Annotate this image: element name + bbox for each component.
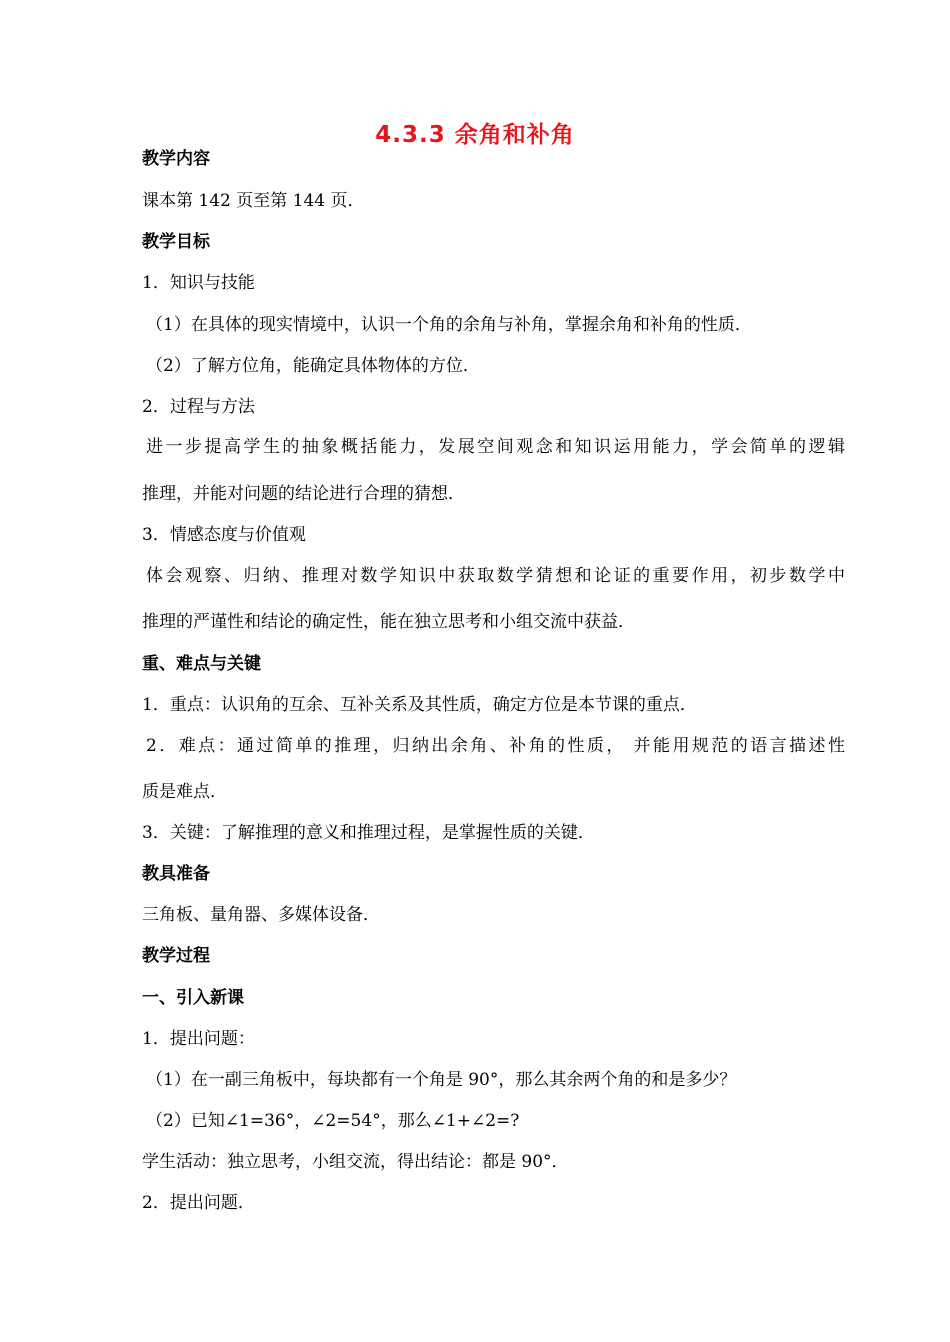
paragraph: 3．关键：了解推理的意义和推理过程，是掌握性质的关键． — [142, 823, 595, 843]
paragraph: 2．提出问题． — [142, 1193, 255, 1213]
paragraph: 2．过程与方法 — [142, 397, 255, 417]
section-heading-objectives: 教学目标 — [142, 232, 210, 252]
paragraph: （1）在一副三角板中，每块都有一个角是 90°，那么其余两个角的和是多少？ — [146, 1070, 737, 1090]
section-heading-intro: 一、引入新课 — [142, 988, 244, 1008]
paragraph: （1）在具体的现实情境中，认识一个角的余角与补角，掌握余角和补角的性质． — [146, 315, 752, 335]
paragraph: 学生活动：独立思考，小组交流，得出结论：都是 90°． — [142, 1152, 569, 1172]
section-heading-process: 教学过程 — [142, 946, 210, 966]
paragraph: 三角板、量角器、多媒体设备． — [142, 905, 380, 925]
paragraph: 1．重点：认识角的互余、互补关系及其性质，确定方位是本节课的重点． — [142, 695, 697, 715]
paragraph: （2）已知∠1=36°，∠2=54°，那么∠1+∠2=? — [146, 1111, 520, 1131]
paragraph: 1．提出问题： — [142, 1029, 255, 1049]
paragraph: （2）了解方位角，能确定具体物体的方位． — [146, 356, 480, 376]
document-title: 4.3.3 余角和补角 — [375, 122, 575, 148]
paragraph: 课本第 142 页至第 144 页． — [142, 191, 365, 211]
paragraph: 推理，并能对问题的结论进行合理的猜想． — [142, 484, 465, 504]
section-heading-keypoints: 重、难点与关键 — [142, 654, 261, 674]
paragraph: 进一步提高学生的抽象概括能力，发展空间观念和知识运用能力，学会简单的逻辑 — [146, 437, 845, 457]
paragraph: 质是难点． — [142, 782, 227, 802]
paragraph: 推理的严谨性和结论的确定性，能在独立思考和小组交流中获益． — [142, 612, 635, 632]
paragraph: 2．难点：通过简单的推理，归纳出余角、补角的性质， 并能用规范的语言描述性 — [146, 736, 845, 756]
section-heading-tools: 教具准备 — [142, 864, 210, 884]
paragraph: 3．情感态度与价值观 — [142, 525, 306, 545]
paragraph: 体会观察、归纳、推理对数学知识中获取数学猜想和论证的重要作用，初步数学中 — [146, 566, 845, 586]
section-heading-content: 教学内容 — [142, 149, 210, 169]
paragraph: 1．知识与技能 — [142, 273, 255, 293]
